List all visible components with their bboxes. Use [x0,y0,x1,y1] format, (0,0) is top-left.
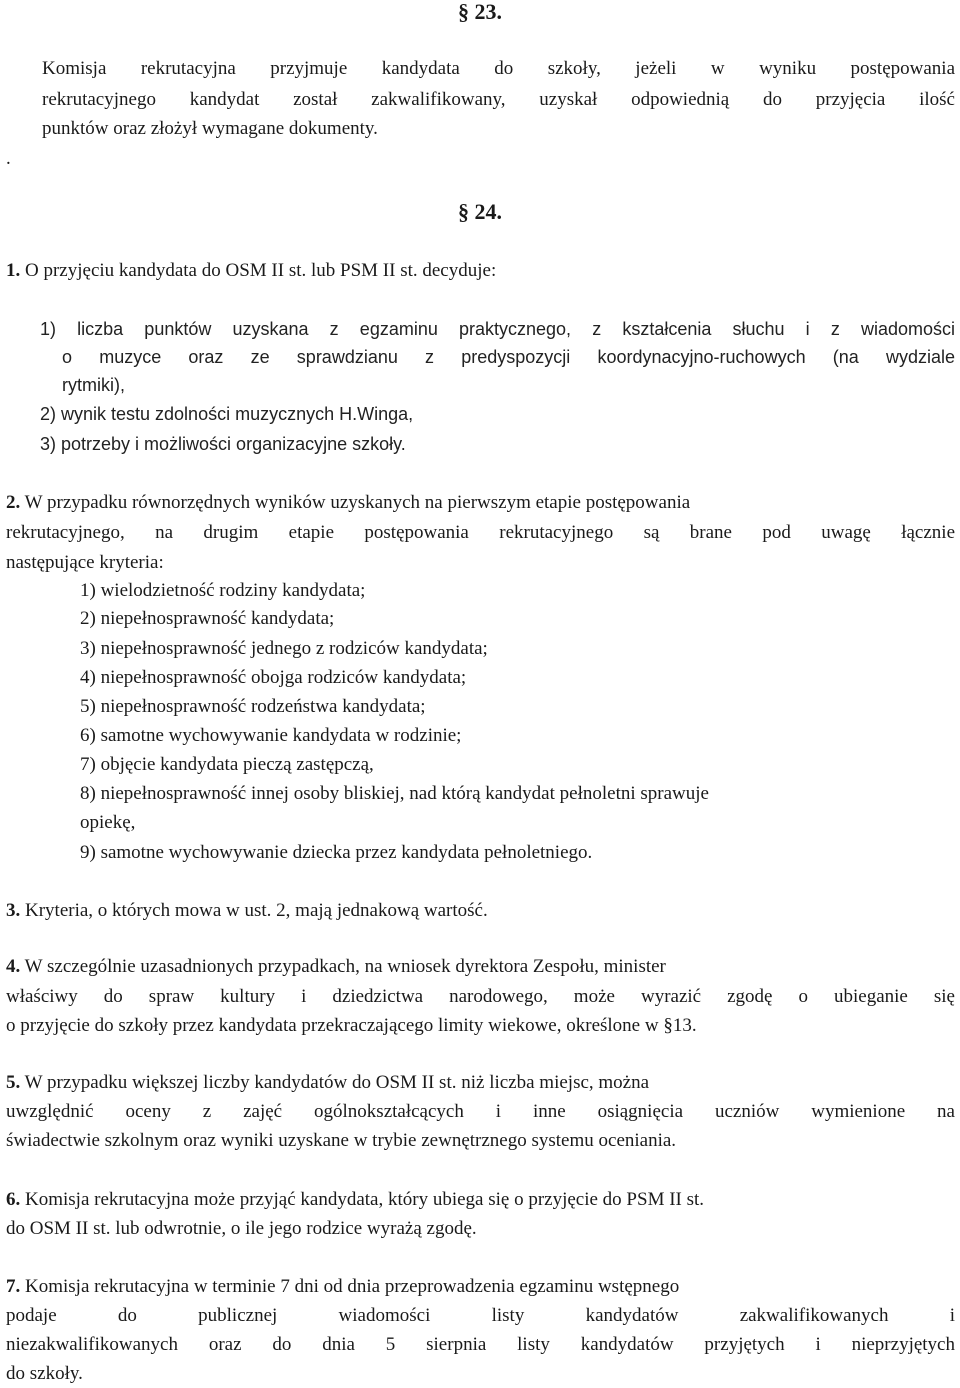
paragraph-2-line-3: następujące kryteria: [6,552,164,573]
criterion-7: 7) objęcie kandydata pieczą zastępczą, [80,754,374,775]
paragraph-7-line-4: do szkoły. [6,1363,83,1384]
s23-line-3: punktów oraz złożył wymagane dokumenty. [42,118,378,139]
criterion-2: 2) niepełnosprawność kandydata; [80,608,335,629]
paragraph-7-line-1: Komisja rekrutacyjna w terminie 7 dni od dnia przeprowadzenia egzaminu wstępnego [25,1276,680,1297]
criterion-6: 6) samotne wychowywanie kandydata w rodzinie; [80,725,462,746]
paragraph-2-line-2: rekrutacyjnego, na drugim etapie postępowania rekrutacyjnego są brane pod uwagę łącznie [6,522,955,543]
criterion-3: 3) niepełnosprawność jednego z rodziców kandydata; [80,638,488,659]
criterion-9: 9) samotne wychowywanie dziecka przez kandydata pełnoletniego. [80,842,593,863]
paragraph-4-line-1: W szczególnie uzasadnionych przypadkach, na wniosek dyrektora Zespołu, minister [24,956,666,977]
paragraph-4-line-3: o przyjęcie do szkoły przez kandydata przekraczającego limity wiekowe, określone w §13. [6,1015,697,1036]
paragraph-7-line-3: niezakwalifikowanych oraz do dnia 5 sierpnia listy kandydatów przyjętych i nieprzyjętych [6,1334,955,1355]
paragraph-3-number: 3. [6,900,21,921]
criterion-8: 8) niepełnosprawność innej osoby bliskiej, nad którą kandydat pełnoletni sprawuje [80,783,709,804]
stray-dot: . [6,148,11,169]
paragraph-6-number: 6. [6,1189,21,1210]
paragraph-7-line-2: podaje do publicznej wiadomości listy kandydatów zakwalifikowanych i [6,1305,955,1326]
s23-line-2: rekrutacyjnego kandydat został zakwalifikowany, uzyskał odpowiednią do przyjęcia ilość [42,89,955,110]
paragraph-1-number: 1. [6,260,21,281]
paragraph-1 [6,259,496,283]
p1-item-line-5: 3) potrzeby i możliwości organizacyjne szkoły. [40,434,406,454]
s23-line-1: Komisja rekrutacyjna przyjmuje kandydata do szkoły, jeżeli w wyniku postępowania [42,58,955,79]
paragraph-5-first-line [6,1071,955,1095]
section-heading-23: § 23. [458,0,502,24]
paragraph-3-text: Kryteria, o których mowa w ust. 2, mają jednakową wartość. [25,900,488,921]
paragraph-4-first-line [6,955,955,979]
paragraph-6-line-1: Komisja rekrutacyjna może przyjąć kandydata, który ubiega się o przyjęcie do PSM II st. [25,1189,705,1210]
p1-item-line-2: o muzyce oraz ze sprawdzianu z predyspozycji koordynacyjno-ruchowych (na wydziale [62,347,955,367]
paragraph-7-first-line [6,1275,955,1299]
paragraph-3 [6,899,488,923]
paragraph-2-number: 2. [6,492,21,513]
paragraph-5-line-2: uwzględnić oceny z zajęć ogólnokształcących i inne osiągnięcia uczniów wymienione na [6,1101,955,1122]
p1-item-line-1: 1) liczba punktów uzyskana z egzaminu praktycznego, z kształcenia słuchu i z wiadomości [40,319,955,339]
paragraph-5-line-3: świadectwie szkolnym oraz wyniki uzyskane w trybie zewnętrznego systemu oceniania. [6,1130,677,1151]
criterion-1: 1) wielodzietność rodziny kandydata; [80,580,366,601]
paragraph-5-number: 5. [6,1072,21,1093]
p1-item-line-3: rytmiki), [62,375,125,395]
paragraph-5-line-1: W przypadku większej liczby kandydatów do OSM II st. niż liczba miejsc, można [24,1072,650,1093]
paragraph-6-first-line [6,1188,955,1212]
paragraph-4-line-2: właściwy do spraw kultury i dziedzictwa narodowego, może wyrazić zgodę o ubieganie się [6,986,955,1007]
paragraph-2-line-1: W przypadku równorzędnych wyników uzyskanych na pierwszym etapie postępowania [24,492,691,513]
paragraph-7-number: 7. [6,1276,21,1297]
paragraph-1-text: O przyjęciu kandydata do OSM II st. lub PSM II st. decyduje: [25,260,497,281]
paragraph-2-first-line [6,491,955,515]
paragraph-6-line-2: do OSM II st. lub odwrotnie, o ile jego rodzice wyrażą zgodę. [6,1218,477,1239]
criterion-4: 4) niepełnosprawność obojga rodziców kandydata; [80,667,467,688]
section-heading-24: § 24. [458,199,502,224]
paragraph-4-number: 4. [6,956,21,977]
criterion-5: 5) niepełnosprawność rodzeństwa kandydata; [80,696,426,717]
p1-item-line-4: 2) wynik testu zdolności muzycznych H.Winga, [40,404,414,424]
criterion-8-continued: opiekę, [80,812,136,833]
